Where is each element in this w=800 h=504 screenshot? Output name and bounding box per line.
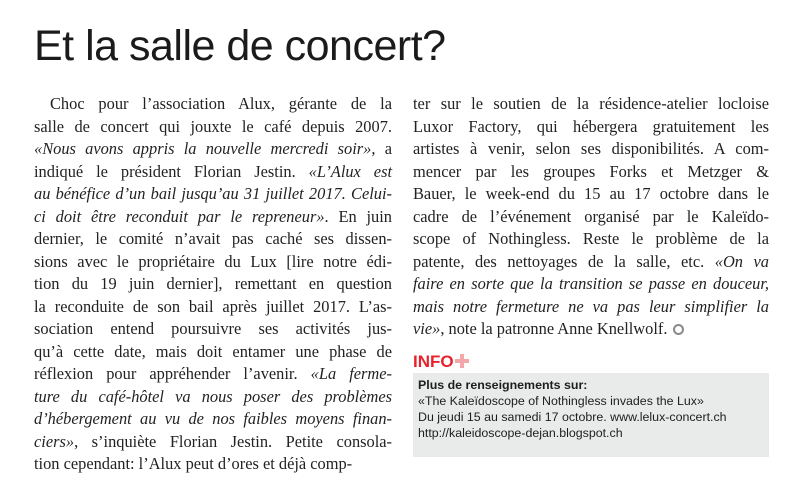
info-box-line: Du jeudi 15 au samedi 17 octobre. www.lelux-concert.ch xyxy=(418,410,727,424)
quote-segment: «L’Alux est xyxy=(308,161,392,181)
text-line xyxy=(34,273,392,296)
text-line xyxy=(413,183,769,206)
text-segment: la reconduite de son bail après juillet 2017. L’as- xyxy=(34,296,392,316)
text-line xyxy=(34,138,392,161)
text-segment: , note la patronne Anne Knellwolf. xyxy=(440,319,668,338)
text-line xyxy=(413,116,769,139)
text-segment: sociation entend poursuivre ses activités jus- xyxy=(34,319,392,338)
info-box-line: «The Kaleïdoscope of Nothingless invades the Lux» xyxy=(418,394,704,408)
text-segment: ter sur le soutien de la résidence-atelier locloise xyxy=(413,94,769,113)
text-segment: artistes à venir, selon ses disponibilités. A com- xyxy=(413,139,769,158)
text-line xyxy=(34,431,392,454)
text-line xyxy=(413,251,769,274)
text-line xyxy=(413,161,769,184)
text-line xyxy=(34,228,392,251)
text-segment: cadre de l’événement organisé par le Kaleïdo- xyxy=(413,206,769,226)
quote-segment: vie» xyxy=(413,319,441,338)
text-line xyxy=(34,161,392,184)
text-segment: réflexion pour appréhender l’avenir. xyxy=(34,364,311,383)
quote-segment: ture du café-hôtel va nous poser des problèmes xyxy=(34,386,392,406)
article-column-2 xyxy=(413,93,769,341)
info-box-line: http://kaleidoscope-dejan.blogspot.ch xyxy=(418,426,623,440)
text-line xyxy=(34,408,392,431)
info-label xyxy=(413,352,469,372)
quote-segment: ciers» xyxy=(34,431,75,451)
text-line xyxy=(413,138,769,161)
quote-segment: mais notre fermeture ne va pas leur simplifier la xyxy=(413,296,769,316)
text-line xyxy=(34,386,392,409)
text-segment: dernier, le comité n’avait pas caché ses dissen- xyxy=(34,229,392,248)
text-segment: sions avec le propriétaire du Lux [lire notre édi- xyxy=(34,251,392,271)
text-segment: Luxor Factory, qui hébergera gratuitement les xyxy=(413,116,769,136)
text-line xyxy=(413,273,769,296)
text-line xyxy=(34,341,392,364)
text-segment: tion cependant: l’Alux peut d’ores et déjà comp- xyxy=(34,454,353,473)
info-box-title: Plus de renseignements sur: xyxy=(418,378,588,392)
text-line xyxy=(34,453,392,476)
text-segment: tion du 19 juin dernier], remettant en question xyxy=(34,274,392,293)
text-segment: , a xyxy=(371,139,392,158)
quote-segment: ci doit être reconduit par le repreneur» xyxy=(34,206,325,226)
circle-end-mark-icon xyxy=(673,324,684,335)
info-box xyxy=(413,373,769,457)
text-line xyxy=(413,318,769,341)
text-segment: salle de concert qui jouxte le café depuis 2007. xyxy=(34,116,392,136)
text-segment: scope of Nothingless. Reste le problème de la xyxy=(413,229,769,248)
text-line xyxy=(34,93,392,116)
text-line xyxy=(34,296,392,319)
text-line xyxy=(413,206,769,229)
text-line xyxy=(34,318,392,341)
info-label-text: INFO xyxy=(413,352,454,371)
text-segment: indiqué le président Florian Jestin. xyxy=(34,161,309,181)
text-line xyxy=(34,206,392,229)
text-line xyxy=(413,228,769,251)
text-line xyxy=(34,251,392,274)
quote-segment: «On va xyxy=(714,251,770,271)
text-line xyxy=(413,296,769,319)
text-segment: patente, des nettoyages de la salle, etc. xyxy=(413,251,715,271)
text-segment: . En juin xyxy=(324,206,392,226)
article-column-1 xyxy=(34,93,392,476)
quote-segment: «La ferme- xyxy=(310,364,392,383)
headline: Et la salle de concert? xyxy=(34,22,446,70)
quote-segment: au bénéfice d’un bail jusqu’au 31 juillet 2017. Celui- xyxy=(34,184,392,203)
text-line xyxy=(34,116,392,139)
text-line xyxy=(34,363,392,386)
text-line xyxy=(413,93,769,116)
quote-segment: d’hébergement au vu de nos faibles moyens finan- xyxy=(34,409,392,428)
text-segment: qu’à cette date, mais doit entamer une phase de xyxy=(34,341,392,361)
quote-segment: «Nous avons appris la nouvelle mercredi soir» xyxy=(34,139,372,158)
text-segment: Bauer, le week-end du 15 au 17 octobre dans le xyxy=(413,184,769,203)
text-line xyxy=(34,183,392,206)
quote-segment: faire en sorte que la transition se passe en douceur, xyxy=(413,274,769,293)
text-segment: , s’inquiète Florian Jestin. Petite consola- xyxy=(74,431,392,451)
plus-icon xyxy=(455,354,469,368)
text-segment: Choc pour l’association Alux, gérante de la xyxy=(50,94,392,113)
text-segment: mencer par les groupes Forks et Metzger & xyxy=(413,161,769,181)
